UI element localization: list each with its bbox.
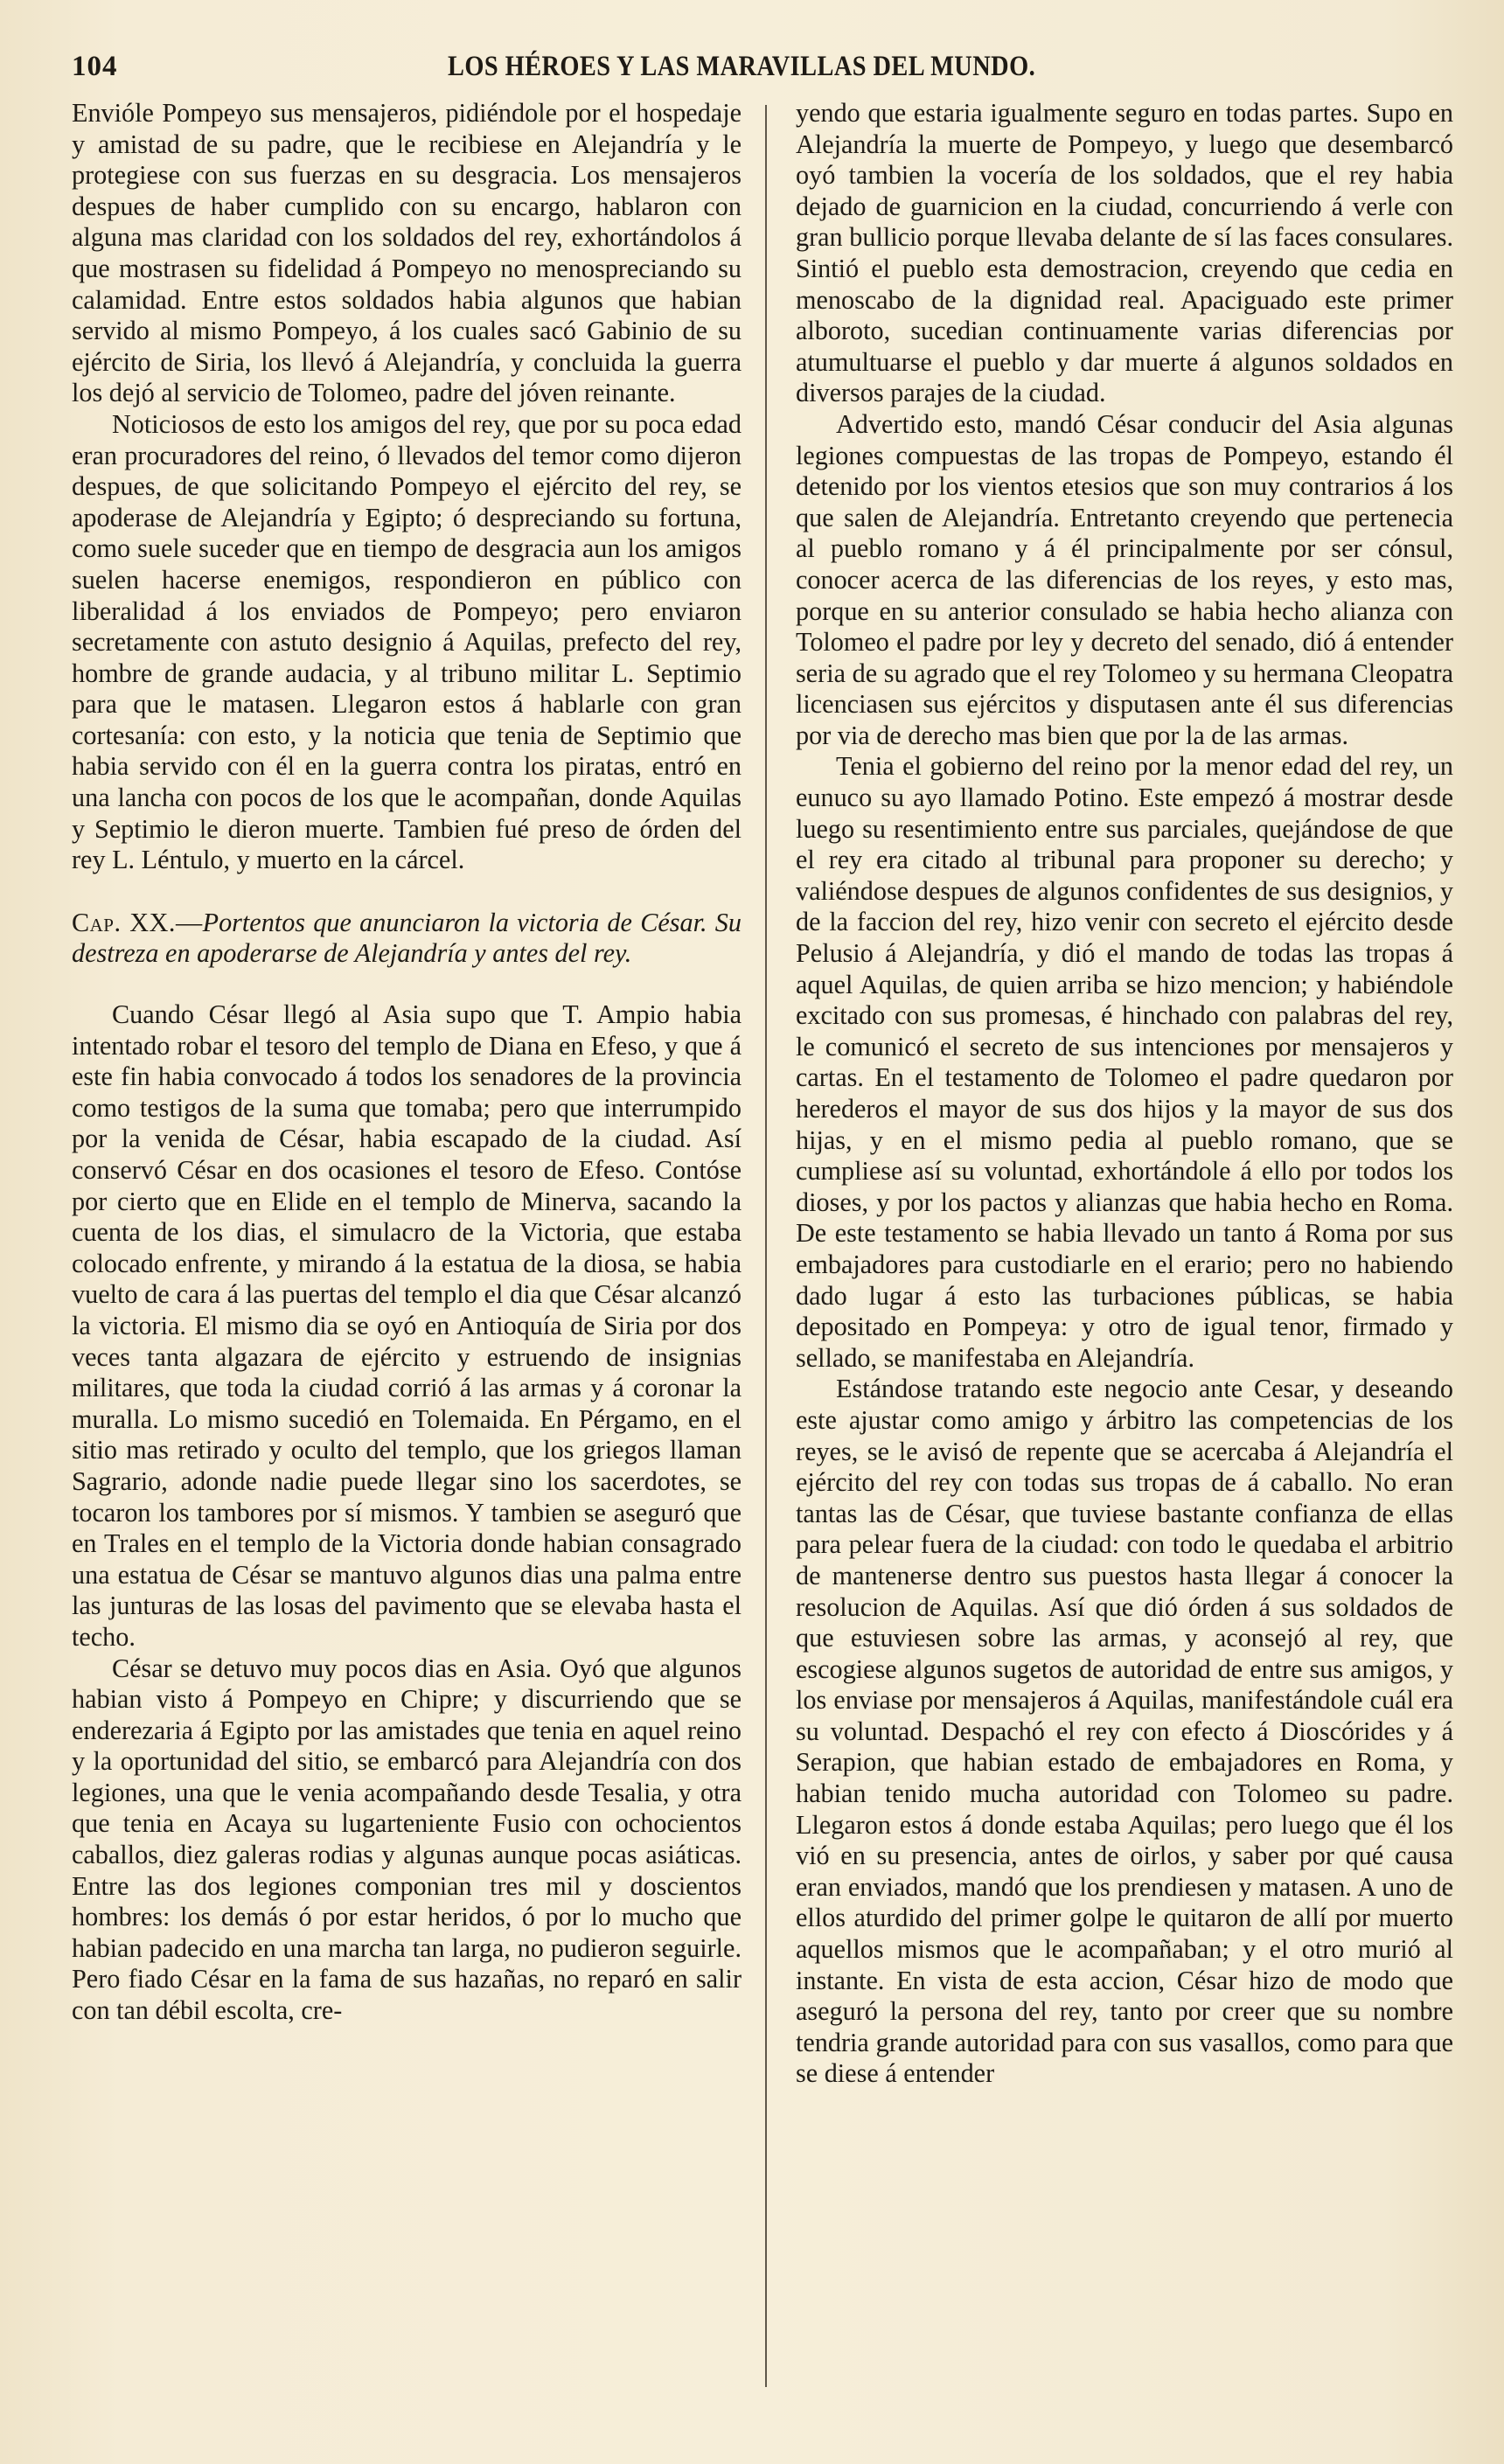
chapter-label: Cap. XX.—	[72, 907, 203, 937]
left-paragraph-2: Noticiosos de esto los amigos del rey, que por su poca edad eran procuradores del reino, ó llevados del temor como dijeron despues, de que solicitando Pompeyo el ejército del rey, se apoderase de Alejandría y Egipto; ó despreciando su fortuna, como suele suceder que en tiempo de desgracia aun los amigos suelen hacerse enemigos, respondieron en público con liberalidad á los enviados de Pompeyo; pero enviaron secretamente con astuto designio á Aquilas, prefecto del rey, hombre de grande audacia, y al tribuno militar L. Septimio para que le matasen. Llegaron estos á hablarle con gran cortesanía: con esto, y la noticia que tenia de Septimio que habia servido con él en la guerra contra los piratas, entró en una lancha con pocos de los que le acompañan, donde Aquilas y Septimio le dieron muerte. Tambien fué preso de órden del rey L. Léntulo, y muerto en la cárcel.	[72, 408, 742, 875]
right-paragraph-3: Tenia el gobierno del reino por la menor edad del rey, un eunuco su ayo llamado Potino. Este empezó á mostrar desde luego su resentimiento entre sus parciales, quejándose de que el rey era citado al tribunal para proponer su derecho; y valiéndose despues de algunos confidentes de sus designios, y de la faccion del rey, hizo venir con secreto el ejército desde Pelusio á Alejandría, y dió el mando de todas las tropas á aquel Aquilas, de quien arriba se hizo mencion; y habiéndole excitado con sus promesas, é hinchado con palabras del rey, le comunicó el secreto de sus intenciones por mensajeros y cartas. En el testamento de Tolomeo el padre quedaron por herederos el mayor de sus dos hijos y la mayor de sus dos hijas, y en el mismo pedia al pueblo romano, que se cumpliese así su voluntad, exhortándole á ello por todos los dioses, y por los pactos y alianzas que habia hecho en Roma. De este testamento se habia llevado un tanto á Roma por sus embajadores para custodiarle en el erario; pero no habiendo dado lugar á esto las turbaciones públicas, se habia depositado en Pompeya: y otro de igual tenor, firmado y sellado, se manifestaba en Alejandría.	[796, 751, 1453, 1373]
left-paragraph-4: César se detuvo muy pocos dias en Asia. Oyó que algunos habian visto á Pompeyo en Chipre; y discurriendo que se enderezaria á Egipto por las amistades que tenia en aquel reino y la oportunidad del sitio, se embarcó para Alejandría con dos legiones, una que le venia acompañando desde Tesalia, y otra que tenia en Acaya su lugarteniente Fusio con ochocientos caballos, diez galeras rodias y algunas aunque pocas asiáticas. Entre las dos legiones componian tres mil y doscientos hombres: los demás ó por estar heridos, ó por lo mucho que habian padecido en una marcha tan larga, no pudieron seguirle. Pero fiado César en la fama de sus hazañas, no reparó en salir con tan débil escolta, cre-	[72, 1653, 742, 2026]
right-column	[796, 98, 1453, 2415]
right-paragraph-4: Estándose tratando este negocio ante Cesar, y deseando este ajustar como amigo y árbitro las competencias de los reyes, se le avisó de repente que se acercaba á Alejandría el ejército del rey con todas sus tropas de á caballo. No eran tantas las de César, que tuviese bastante confianza de ellas para pelear fuera de la ciudad: con todo le quedaba el arbitrio de mantenerse dentro sus puestos hasta llegar á conocer la resolucion de Aquilas. Así que dió órden á sus soldados de que estuviesen sobre las armas, y aconsejó al rey, que escogiese algunos sugetos de autoridad de entre sus amigos, y los enviase por mensajeros á Aquilas, manifestándole cuál era su voluntad. Despachó el rey con efecto á Dioscórides y á Serapion, que habian estado de embajadores en Roma, y habian tenido mucha autoridad con Tolomeo su padre. Llegaron estos á donde estaba Aquilas; pero luego que él los vió en su presencia, antes de oirlos, y saber por qué causa eran enviados, mandó que los prendiesen y matasen. A uno de ellos aturdido del primer golpe le quitaron de allí por muerto aquellos mismos que le acompañaban; y el otro murió al instante. En vista de esta accion, César hizo de modo que aseguró la persona del rey, tanto por creer que su nombre tendria grande autoridad para con sus vasallos, como para que se diese á entender	[796, 1374, 1453, 2089]
left-column	[72, 98, 742, 2415]
left-paragraph-3: Cuando César llegó al Asia supo que T. Ampio habia intentado robar el tesoro del templo de Diana en Efeso, y que á este fin habia convocado á todos los senadores de la provincia como testigos de la suma que tomaba; pero que interrumpido por la venida de César, habia escapado de la ciudad. Así conservó César en dos ocasiones el tesoro de Efeso. Contóse por cierto que en Elide en el templo de Minerva, sacando la cuenta de los dias, el simulacro de la Victoria, que estaba colocado enfrente, y mirando á la estatua de la diosa, se habia vuelto de cara á las puertas del templo el dia que César alcanzó la victoria. El mismo dia se oyó en Antioquía de Siria por dos veces tanta algazara de ejército y estruendo de insignias militares, que toda la ciudad corrió á las armas y á coronar la muralla. Lo mismo sucedió en Tolemaida. En Pérgamo, en el sitio mas retirado y oculto del templo, que los griegos llaman Sagrario, adonde nadie puede llegar sino los sacerdotes, se tocaron los tambores por sí mismos. Y tambien se aseguró que en Trales en el templo de la Victoria donde habian consagrado una estatua de César se mantuvo algunos dias una palma entre las junturas de las losas del pavimento que se elevaba hasta el techo.	[72, 999, 742, 1652]
page-header	[72, 51, 1443, 91]
right-paragraph-1: yendo que estaria igualmente seguro en todas partes. Supo en Alejandría la muerte de Pompeyo, y luego que desembarcó oyó tambien la vocería de los soldados, que el rey habia dejado de guarnicion en la ciudad, concurriendo á verle con gran bullicio porque llevaba delante de sí las faces consulares. Sintió el pueblo esta demostracion, creyendo que cedia en menoscabo de la dignidad real. Apaciguado este primer alboroto, sucedian continuamente varias diferencias por atumultuarse el pueblo y dar muerte á algunos soldados en diversos parajes de la ciudad.	[796, 98, 1453, 408]
page-number: 104	[72, 51, 118, 82]
running-title: LOS HÉROES Y LAS MARAVILLAS DEL MUNDO.	[448, 51, 1036, 82]
chapter-title: Portentos que anunciaron la victoria de César. Su destreza en apoderarse de Alejandría y antes del rey.	[72, 907, 742, 969]
chapter-heading	[72, 908, 742, 970]
column-divider	[765, 105, 767, 2387]
left-paragraph-1: Envióle Pompeyo sus mensajeros, pidiéndole por el hospedaje y amistad de su padre, que le recibiese en Alejandría y le protegiese con sus fuerzas en su desgracia. Los mensajeros despues de haber cumplido con su encargo, hablaron con alguna mas claridad con los soldados del rey, exhortándolos á que mostrasen su fidelidad á Pompeyo no menospreciando su calamidad. Entre estos soldados habia algunos que habian servido al mismo Pompeyo, á los cuales sacó Gabinio de su ejército de Siria, los llevó á Alejandría, y concluida la guerra los dejó al servicio de Tolomeo, padre del jóven reinante.	[72, 98, 742, 408]
right-paragraph-2: Advertido esto, mandó César conducir del Asia algunas legiones compuestas de las tropas de Pompeyo, estando él detenido por los vientos etesios que son muy contrarios á los que salen de Alejandría. Entretanto creyendo que pertenecia al pueblo romano y á él principalmente por ser cónsul, conocer acerca de las diferencias de los reyes, y esto mas, porque en su anterior consulado se habia hecho alianza con Tolomeo el padre por ley y decreto del senado, dió á entender seria de su agrado que el rey Tolomeo y su hermana Cleopatra licenciasen sus ejércitos y disputasen ante él sus diferencias por via de derecho mas bien que por la de las armas.	[796, 408, 1453, 750]
